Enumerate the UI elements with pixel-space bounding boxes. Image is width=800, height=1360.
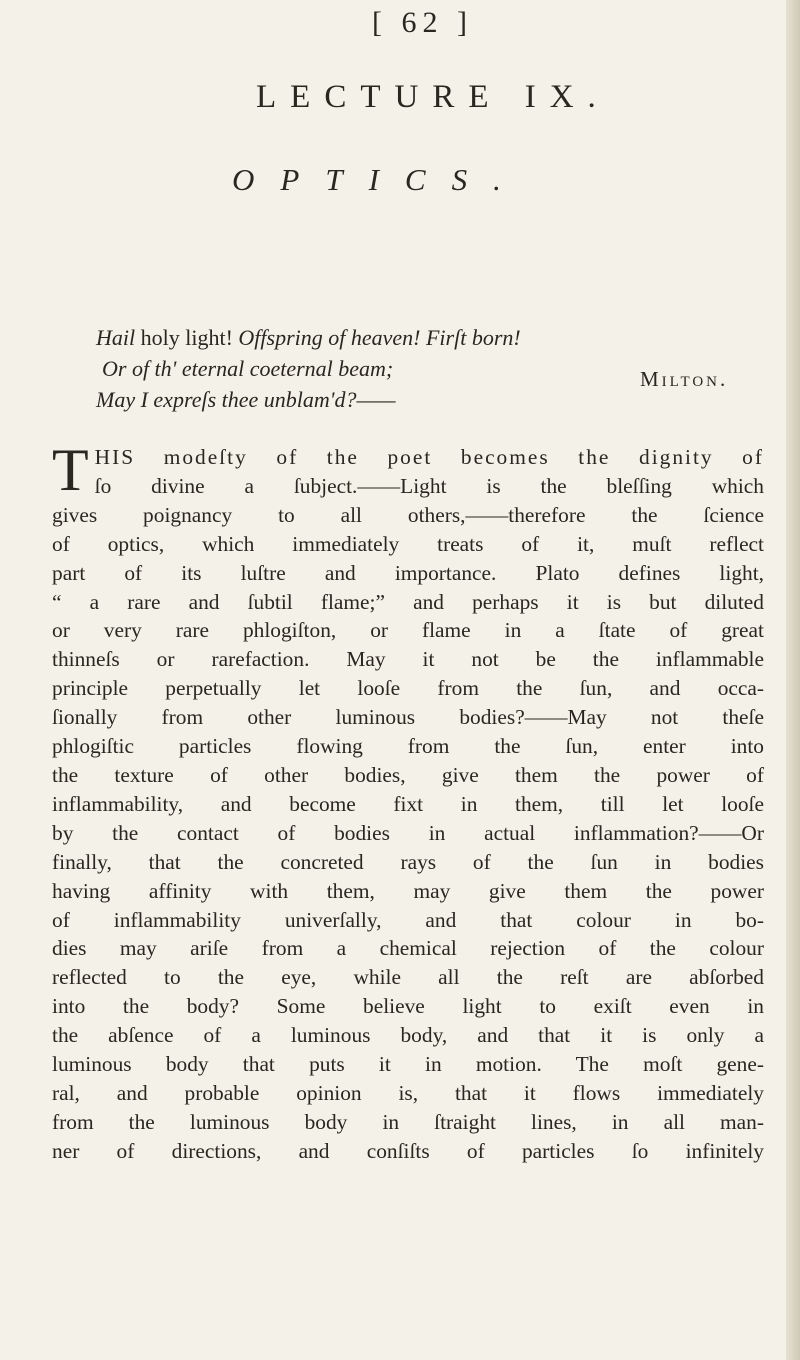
subject-heading: OPTICS. — [232, 162, 527, 197]
epigraph-hail: Hail — [96, 325, 136, 350]
body-line: principle perpetually let looſe from the ſun, and occa- — [52, 676, 764, 701]
page-edge — [786, 0, 800, 1360]
body-line: gives poignancy to all others,——therefore the ſcience — [52, 502, 764, 527]
body-text — [52, 437, 764, 1166]
lecture-heading: LECTURE IX. — [256, 79, 610, 115]
body-line: the abſence of a luminous body, and that it is only a — [52, 1023, 764, 1048]
body-line: ſionally from other luminous bodies?——May not theſe — [52, 705, 764, 730]
body-line: of optics, which immediately treats of it, muſt reflect — [52, 531, 764, 556]
epigraph-line-3: May I expreſs thee unblam'd?—— — [96, 387, 396, 412]
body-line: ſo divine a ſubject.——Light is the bleſſing which — [94, 473, 764, 498]
body-line: HIS modeſty of the poet becomes the dignity of — [94, 445, 764, 469]
page-number: [ 62 ] — [372, 6, 473, 39]
epigraph-line-1-italic: Offspring of heaven! Firſt born! — [238, 325, 521, 350]
body-line: thinneſs or rarefaction. May it not be the inflammable — [52, 647, 764, 672]
body-line: of inflammability univerſally, and that colour in bo- — [52, 907, 764, 932]
body-line: dies may ariſe from a chemical rejection of the colour — [52, 936, 764, 961]
body-line: ral, and probable opinion is, that it flows immediately — [52, 1080, 764, 1105]
body-line: the texture of other bodies, give them the power of — [52, 762, 764, 787]
body-line: reflected to the eye, while all the reſt are abſorbed — [52, 965, 764, 990]
body-line: luminous body that puts it in motion. The moſt gene- — [52, 1052, 764, 1077]
body-line: from the luminous body in ſtraight lines, in all man- — [52, 1109, 764, 1134]
epigraph-line-1 — [96, 322, 521, 353]
body-line: phlogiſtic particles flowing from the ſun, enter into — [52, 734, 764, 759]
epigraph — [96, 322, 521, 415]
epigraph-line-2: Or of th' eternal coeternal beam; — [102, 356, 394, 381]
body-line: by the contact of bodies in actual inflammation?——Or — [52, 820, 764, 845]
epigraph-author: Milton. — [640, 367, 729, 391]
body-line: having affinity with them, may give them the power — [52, 878, 764, 903]
body-line: “ a rare and ſubtil flame;” and perhaps it is but diluted — [52, 589, 764, 614]
body-line: finally, that the concreted rays of the ſun in bodies — [52, 849, 764, 874]
body-line: part of its luſtre and importance. Plato defines light, — [52, 560, 764, 585]
body-line: into the body? Some believe light to exiſt even in — [52, 994, 764, 1019]
drop-cap: T — [52, 437, 89, 503]
epigraph-line-1-rest: holy light! — [135, 325, 239, 350]
body-line: or very rare phlogiſton, or flame in a ſtate of great — [52, 618, 764, 643]
body-line: ner of directions, and conſiſts of particles ſo infinitely — [52, 1138, 764, 1163]
body-line: inflammability, and become fixt in them, till let looſe — [52, 791, 764, 816]
